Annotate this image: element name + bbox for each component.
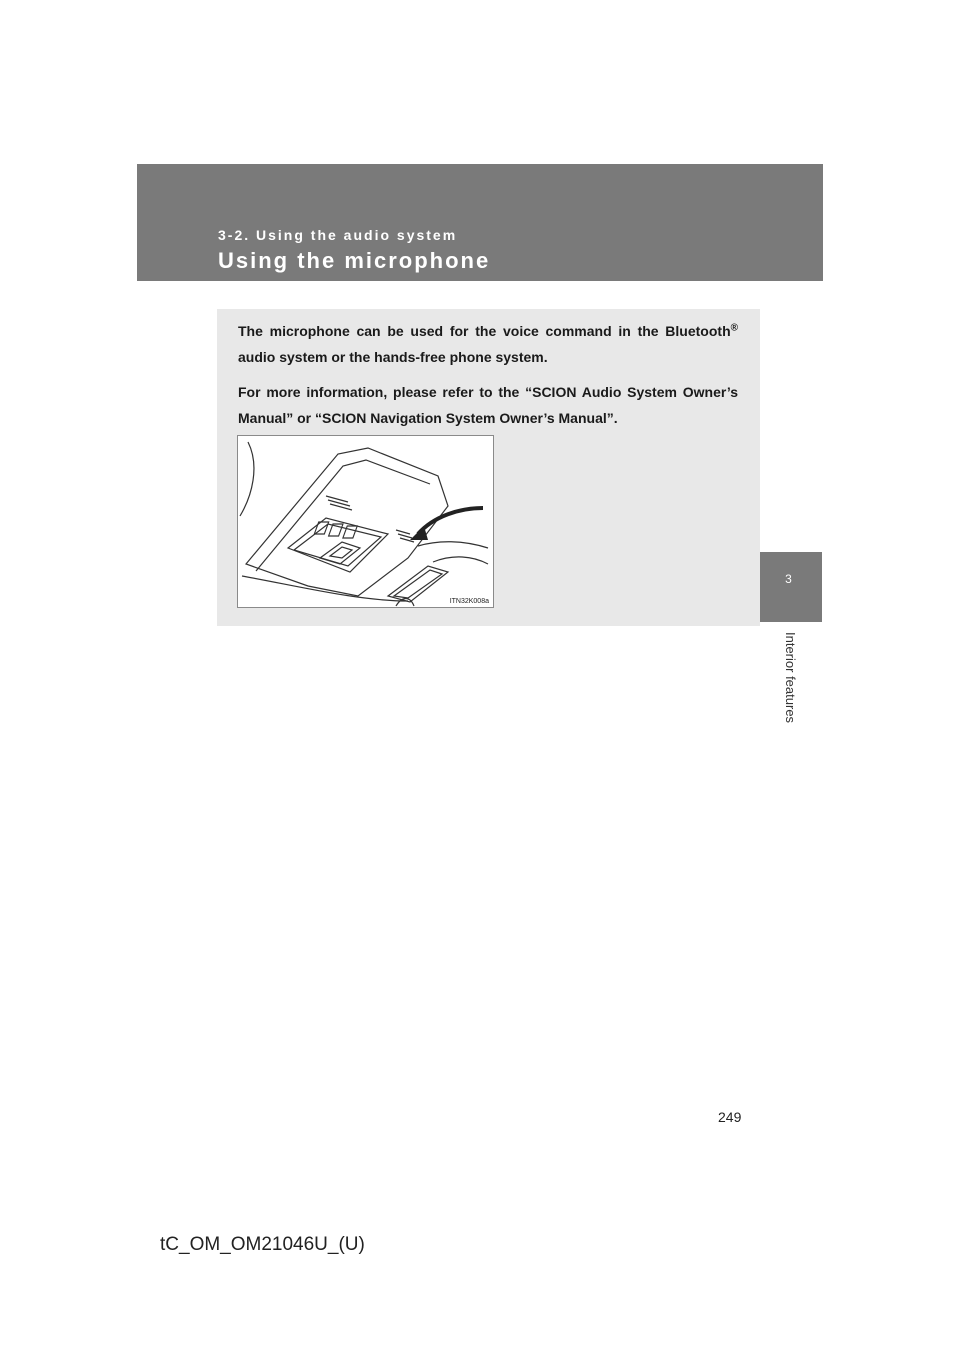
page-title: Using the microphone bbox=[218, 248, 491, 273]
microphone-illustration bbox=[237, 435, 494, 608]
section-label: 3-2. Using the audio system bbox=[218, 227, 458, 243]
document-id: tC_OM_OM21046U_(U) bbox=[160, 1234, 365, 1255]
page-number: 249 bbox=[718, 1109, 742, 1125]
info-text bbox=[238, 318, 738, 440]
chapter-label: Interior features bbox=[783, 632, 798, 724]
chapter-number: 3 bbox=[785, 572, 792, 586]
chapter-tab bbox=[755, 552, 822, 622]
info-paragraph-2: For more information, please refer to the “SCION Audio System Owner’s Manual” or “SCION Navigation System Owner’s Manual”. bbox=[238, 384, 738, 426]
info-paragraph-1: The microphone can be used for the voice command in the Bluetooth® audio system or the hands-free phone system. bbox=[238, 322, 738, 365]
overhead-console-drawing bbox=[238, 436, 493, 607]
figure-code: ITN32K008a bbox=[449, 598, 489, 605]
